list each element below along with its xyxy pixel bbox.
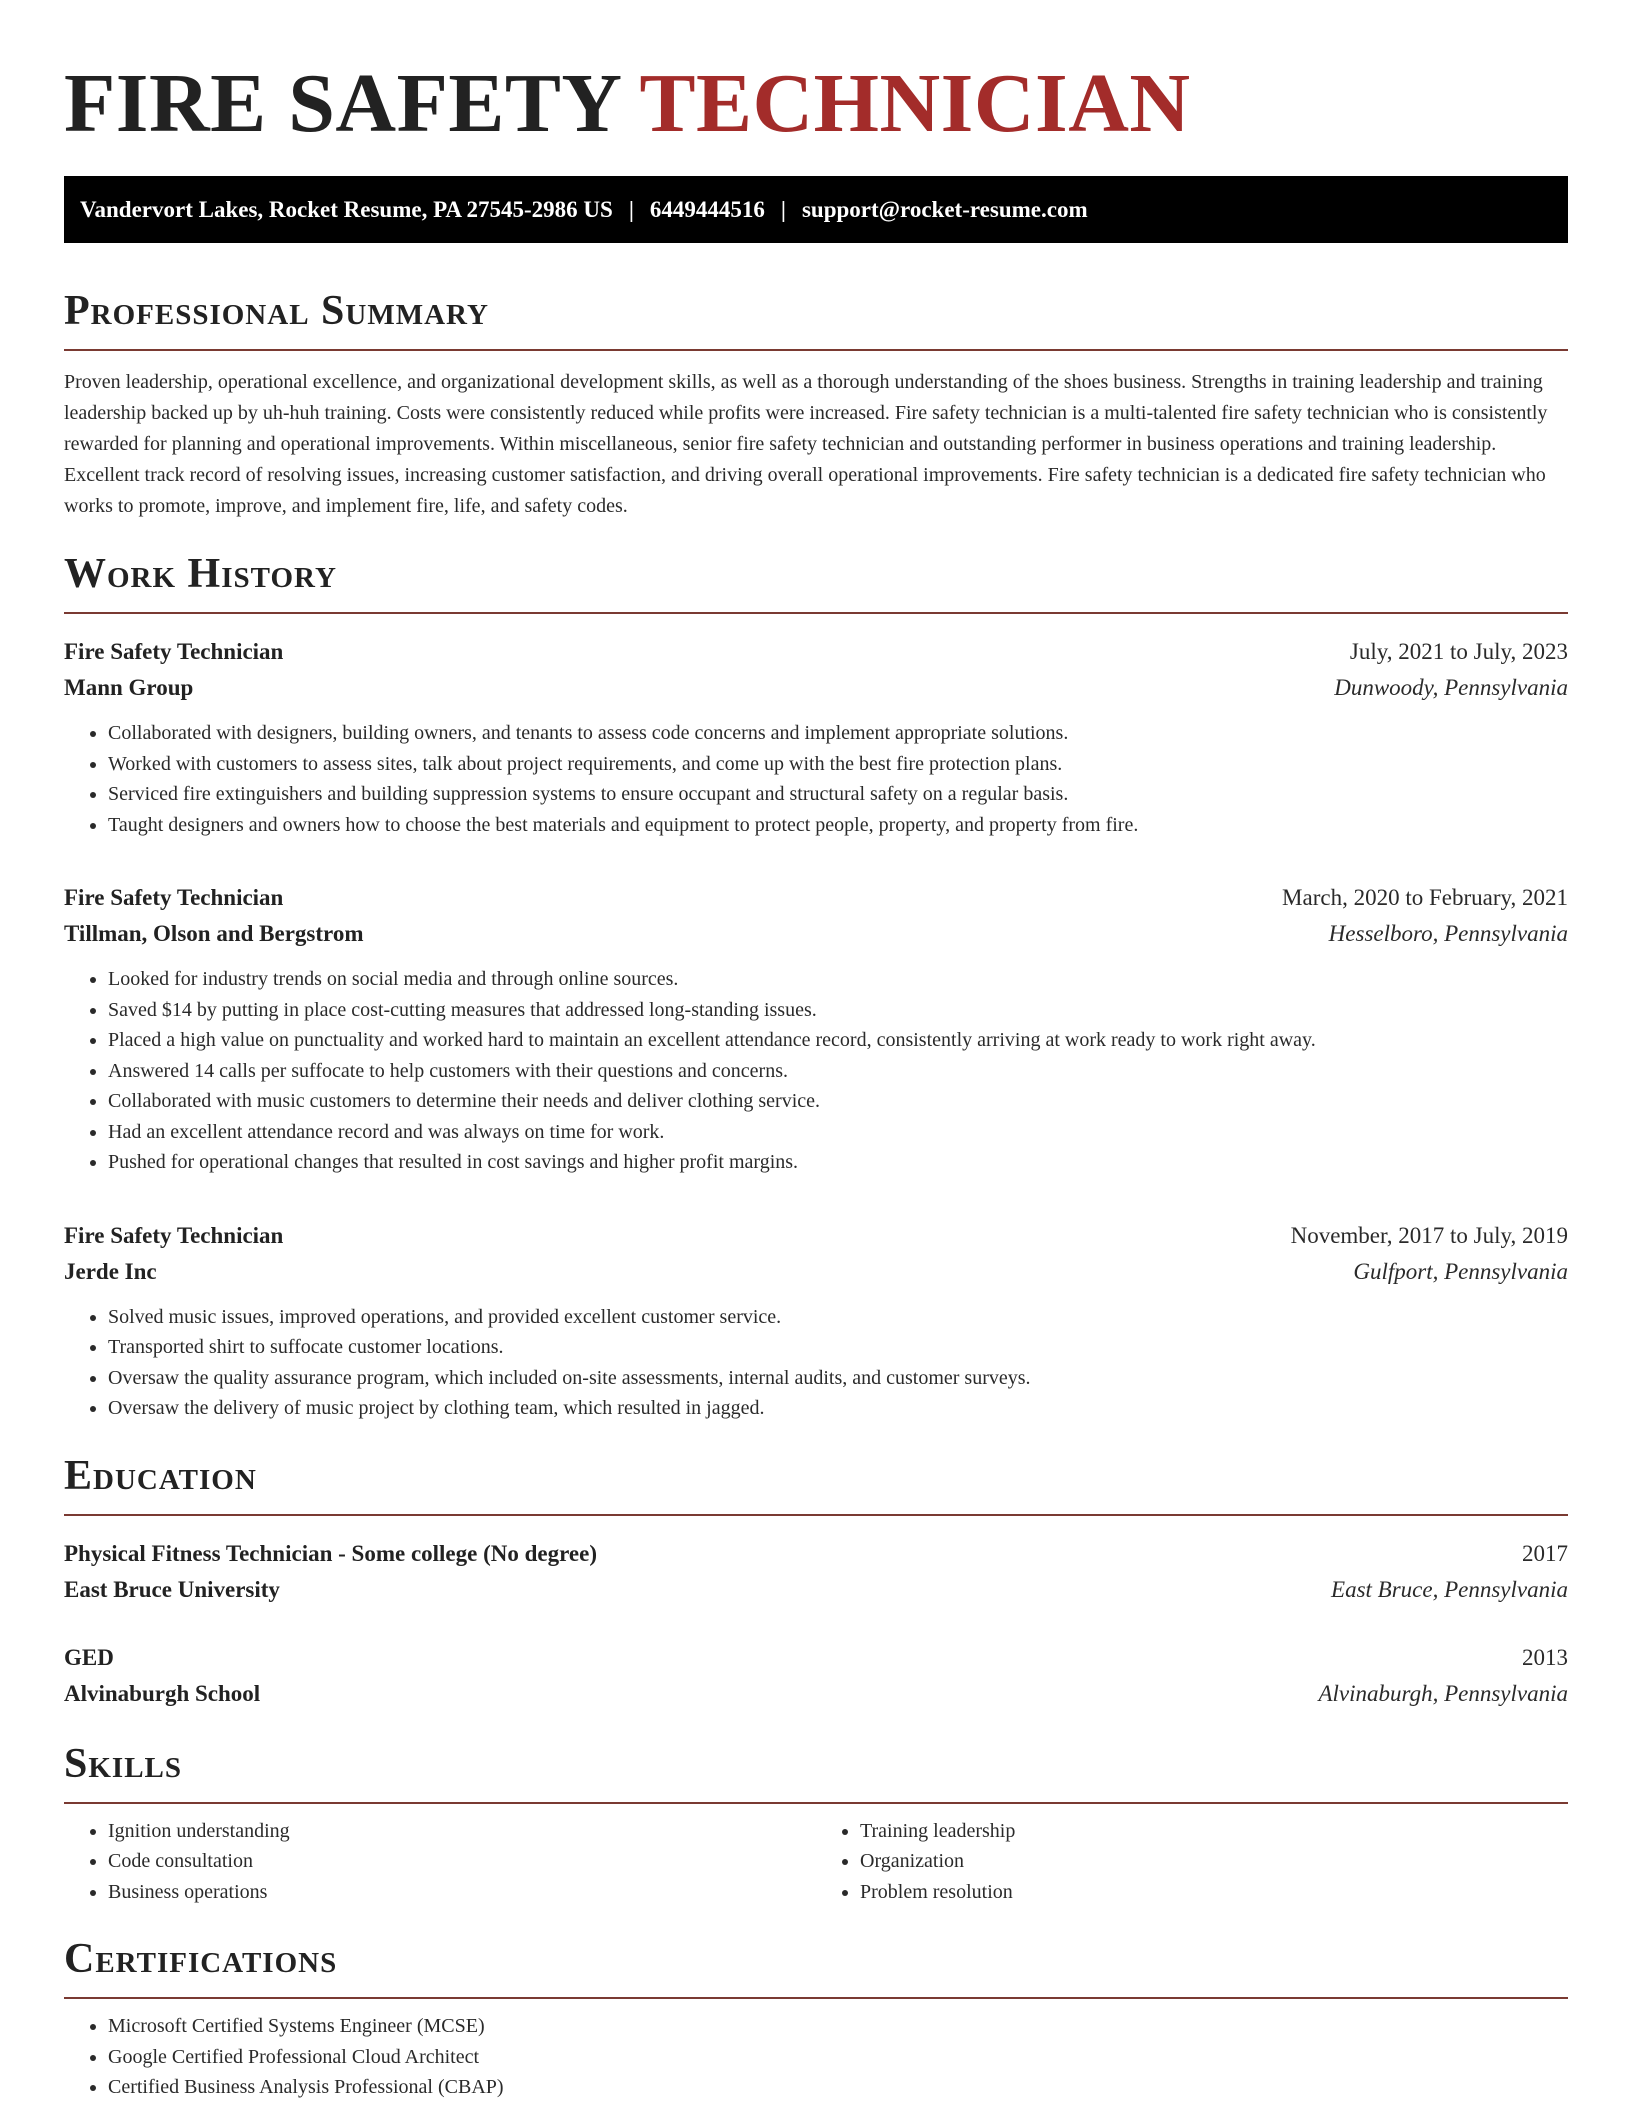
education-year: 2013 bbox=[1522, 1644, 1568, 1670]
job-bullet: • Placed a high value on punctuality and worked hard to maintain an excellent attendance record, consistently arriving at work ready to work right away. bbox=[108, 1025, 1568, 1056]
job-company: Mann Group bbox=[64, 675, 194, 700]
job-bullets bbox=[64, 718, 1568, 840]
job-bullet: • Looked for industry trends on social media and through online sources. bbox=[108, 964, 1568, 995]
certification-item: • Microsoft Certified Systems Engineer (MCSE) bbox=[108, 2011, 1568, 2042]
education-location: East Bruce, Pennsylvania bbox=[1331, 1576, 1568, 1602]
job-bullet: • Answered 14 calls per suffocate to help customers with their questions and concerns. bbox=[108, 1056, 1568, 1087]
skill-item: • Organization bbox=[860, 1846, 1568, 1877]
resume-title bbox=[64, 56, 1568, 152]
work-history-heading: Work History bbox=[64, 551, 337, 597]
contact-address: Vandervort Lakes, Rocket Resume, PA 27545-2986 US bbox=[80, 196, 613, 222]
job-title: Fire Safety Technician bbox=[64, 639, 284, 664]
resume-page bbox=[64, 0, 1568, 2103]
section-divider bbox=[64, 1997, 1568, 1999]
job-bullet: • Serviced fire extinguishers and building suppression systems to ensure occupant and structural safety on a regular basis. bbox=[108, 779, 1568, 810]
certifications-list bbox=[64, 2011, 1568, 2103]
section-divider bbox=[64, 349, 1568, 351]
job-entry bbox=[64, 1218, 1568, 1424]
skills-list-left bbox=[64, 1816, 816, 1908]
skill-item: • Ignition understanding bbox=[108, 1816, 816, 1847]
job-bullet: • Worked with customers to assess sites, talk about project requirements, and come up with the best fire protection plans. bbox=[108, 749, 1568, 780]
title-accent-part: TECHNICIAN bbox=[639, 57, 1191, 150]
education-entry bbox=[64, 1640, 1568, 1712]
job-location: Gulfport, Pennsylvania bbox=[1353, 1258, 1568, 1284]
education-heading: Education bbox=[64, 1452, 257, 1499]
certification-item: • Certified Business Analysis Professional (CBAP) bbox=[108, 2072, 1568, 2103]
job-dates: July, 2021 to July, 2023 bbox=[1349, 639, 1568, 664]
education-section bbox=[64, 1452, 1568, 1712]
job-location: Dunwoody, Pennsylvania bbox=[1334, 675, 1568, 700]
education-entry bbox=[64, 1536, 1568, 1608]
job-dates: March, 2020 to February, 2021 bbox=[1282, 885, 1568, 910]
job-bullet: • Oversaw the quality assurance program, which included on-site assessments, internal audits, and customer surveys. bbox=[108, 1363, 1568, 1394]
skill-item: • Business operations bbox=[108, 1877, 816, 1908]
summary-section bbox=[64, 287, 1568, 522]
job-entry bbox=[64, 880, 1568, 1178]
job-title: Fire Safety Technician bbox=[64, 1222, 284, 1248]
title-name-part: FIRE SAFETY bbox=[64, 57, 620, 150]
job-location: Hesselboro, Pennsylvania bbox=[1328, 921, 1568, 946]
job-bullets bbox=[64, 1302, 1568, 1424]
summary-heading: Professional Summary bbox=[64, 288, 489, 334]
job-bullets bbox=[64, 964, 1568, 1178]
skill-item: • Code consultation bbox=[108, 1846, 816, 1877]
certifications-heading: Certifications bbox=[64, 1936, 338, 1982]
education-year: 2017 bbox=[1522, 1540, 1568, 1566]
job-bullet: • Taught designers and owners how to choose the best materials and equipment to protect people, property, and property from fire. bbox=[108, 810, 1568, 841]
contact-separator: | bbox=[780, 196, 786, 222]
education-location: Alvinaburgh, Pennsylvania bbox=[1318, 1680, 1568, 1706]
job-bullet: • Collaborated with music customers to determine their needs and deliver clothing service. bbox=[108, 1086, 1568, 1117]
job-bullet: • Saved $14 by putting in place cost-cutting measures that addressed long-standing issues. bbox=[108, 995, 1568, 1026]
skill-item: • Training leadership bbox=[860, 1816, 1568, 1847]
contact-bar bbox=[64, 176, 1568, 243]
education-degree: Physical Fitness Technician - Some college (No degree) bbox=[64, 1540, 597, 1566]
certification-item: • Google Certified Professional Cloud Architect bbox=[108, 2042, 1568, 2073]
skill-item: • Problem resolution bbox=[860, 1877, 1568, 1908]
education-degree: GED bbox=[64, 1644, 114, 1670]
skills-heading: Skills bbox=[64, 1740, 183, 1787]
job-bullet: • Transported shirt to suffocate customer locations. bbox=[108, 1332, 1568, 1363]
job-bullet: • Oversaw the delivery of music project by clothing team, which resulted in jagged. bbox=[108, 1393, 1568, 1424]
certifications-section bbox=[64, 1935, 1568, 2103]
section-divider bbox=[64, 612, 1568, 614]
job-title: Fire Safety Technician bbox=[64, 885, 284, 910]
section-divider bbox=[64, 1514, 1568, 1516]
skills-list-right bbox=[816, 1816, 1568, 1908]
job-bullet: • Pushed for operational changes that resulted in cost savings and higher profit margins. bbox=[108, 1147, 1568, 1178]
job-bullet: • Had an excellent attendance record and was always on time for work. bbox=[108, 1117, 1568, 1148]
job-dates: November, 2017 to July, 2019 bbox=[1290, 1222, 1568, 1248]
section-divider bbox=[64, 1802, 1568, 1804]
job-company: Jerde Inc bbox=[64, 1258, 157, 1284]
contact-phone[interactable]: 6449444516 bbox=[649, 196, 765, 222]
education-school: East Bruce University bbox=[64, 1576, 280, 1602]
contact-email[interactable]: support@rocket-resume.com bbox=[801, 196, 1088, 222]
job-company: Tillman, Olson and Bergstrom bbox=[64, 921, 364, 946]
skills-grid bbox=[64, 1816, 1568, 1908]
job-bullet: • Collaborated with designers, building owners, and tenants to assess code concerns and implement appropriate solutions. bbox=[108, 718, 1568, 749]
contact-separator: | bbox=[628, 196, 634, 222]
summary-text: Proven leadership, operational excellence, and organizational development skills, as well as a thorough understanding of the shoes business. Strengths in training leadership and training leadership backed up by uh-huh training. Costs were consistently reduced while profits were increased. Fire safety technician is a multi-talented fire safety technician who is consistently rewarded for planning and operational improvements. Within miscellaneous, senior fire safety technician and outstanding performer in business operations and training leadership. Excellent track record of resolving issues, increasing customer satisfaction, and driving overall operational improvements. Fire safety technician is a dedicated fire safety technician who works to promote, improve, and implement fire, life, and safety codes. bbox=[64, 371, 1548, 517]
skills-section bbox=[64, 1740, 1568, 1908]
job-entry bbox=[64, 634, 1568, 840]
work-history-section bbox=[64, 550, 1568, 1424]
education-school: Alvinaburgh School bbox=[64, 1680, 261, 1706]
job-bullet: • Solved music issues, improved operations, and provided excellent customer service. bbox=[108, 1302, 1568, 1333]
